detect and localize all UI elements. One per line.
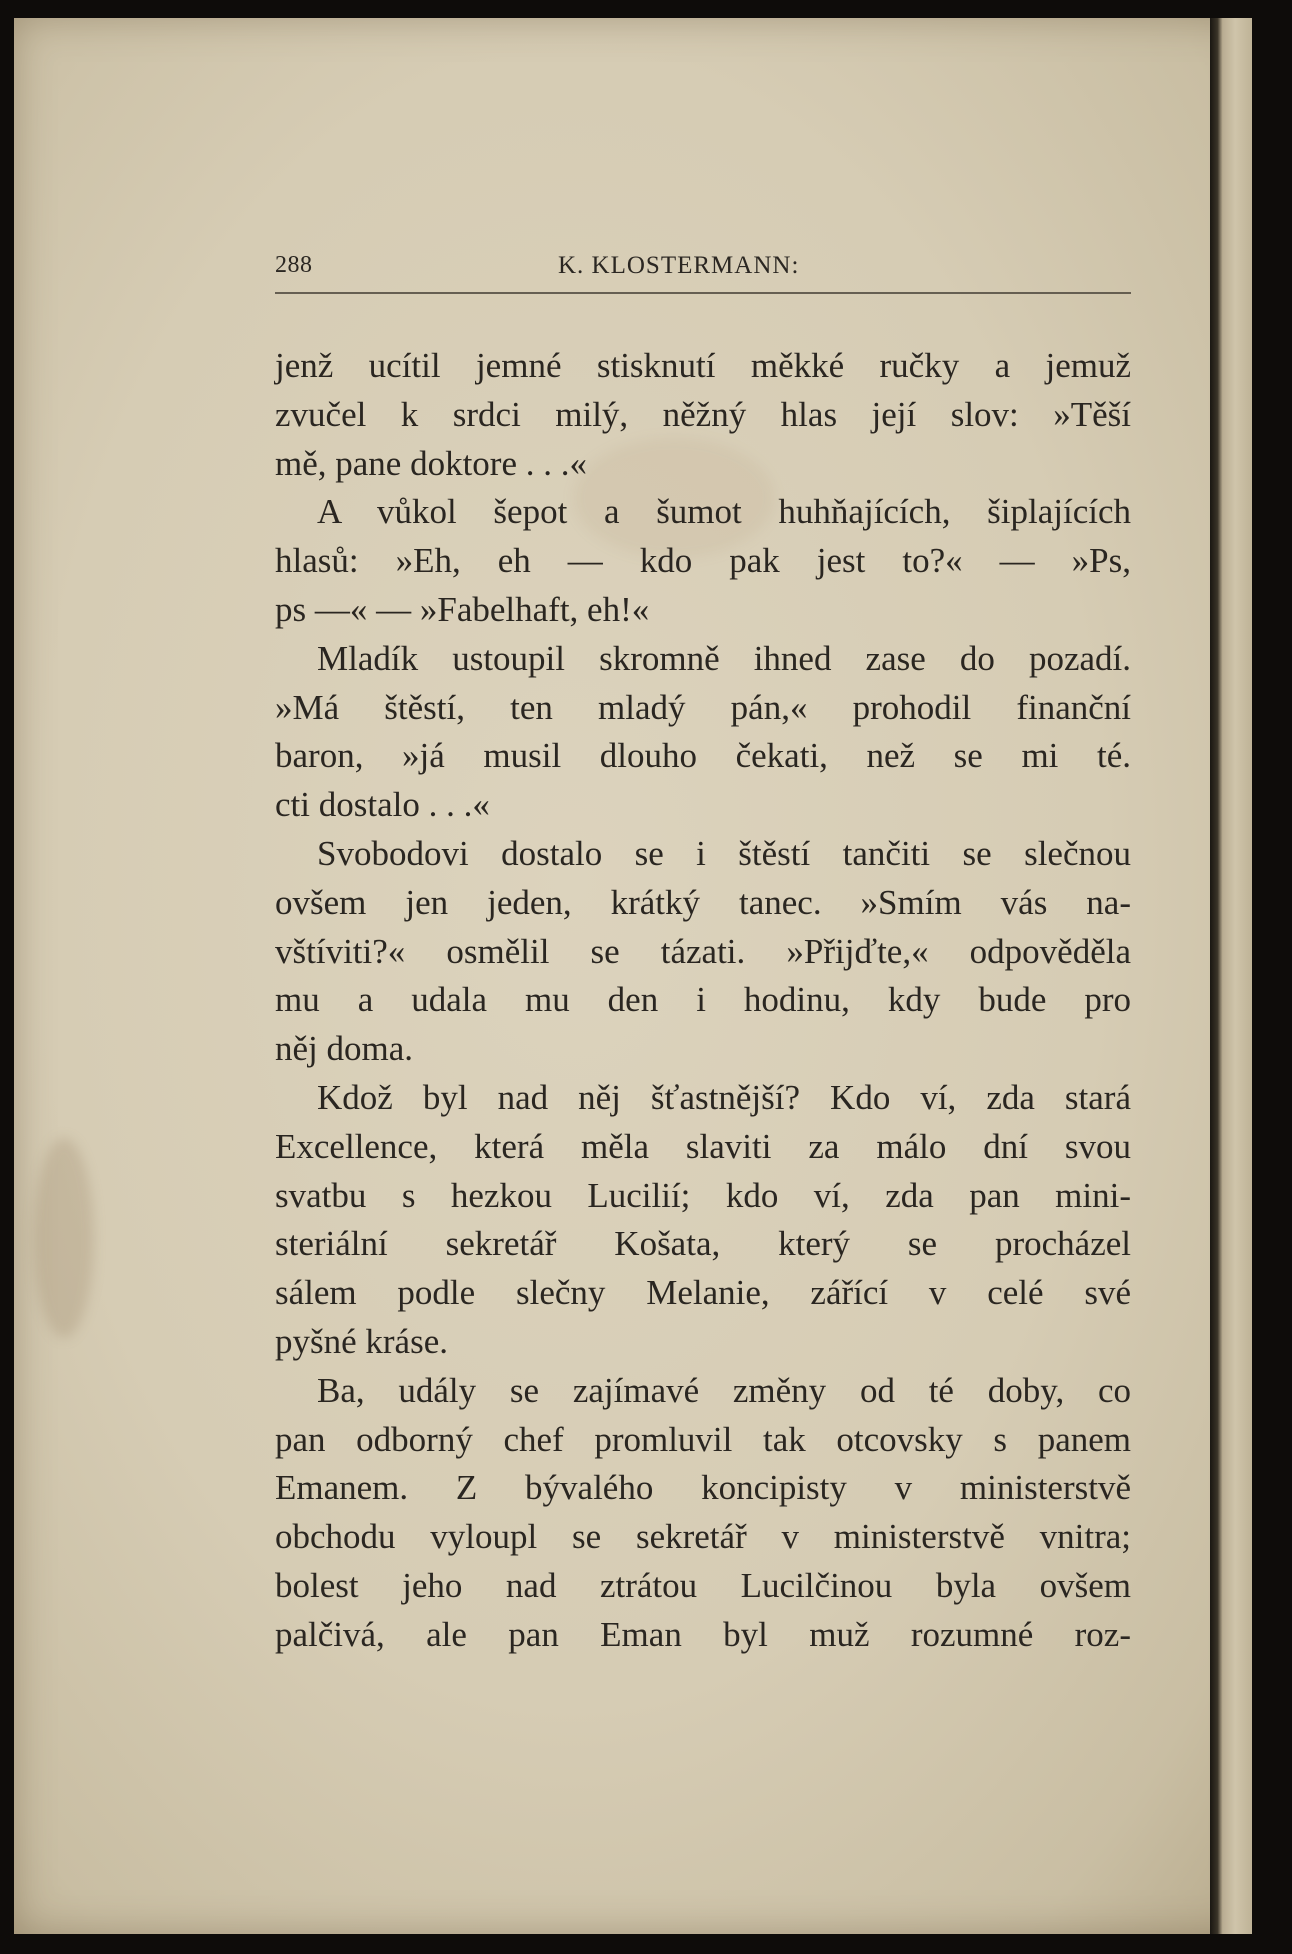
text-line: »Má štěstí, ten mladý pán,« prohodil finanční	[275, 687, 1131, 727]
page-header	[275, 252, 1131, 292]
text-line: baron, »já musil dlouho čekati, než se mi té.	[275, 736, 1131, 776]
text-line: hlasů: »Eh, eh — kdo pak jest to?« — »Ps,	[275, 541, 1131, 581]
paper-stain	[34, 1138, 94, 1338]
text-line: sálem podle slečny Melanie, zářící v celé své	[275, 1273, 1131, 1313]
text-line: Mladík ustoupil skromně ihned zase do pozadí.	[317, 638, 1131, 678]
running-head: K. KLOSTERMANN:	[558, 252, 800, 279]
text-line: ps —« — »Fabelhaft, eh!«	[275, 589, 650, 629]
text-line: Ba, udály se zajímavé změny od té doby, co	[317, 1370, 1131, 1410]
text-line: svatbu s hezkou Lucilií; kdo ví, zda pan mini-	[275, 1175, 1131, 1215]
text-line: zvučel k srdci milý, něžný hlas její slov: »Těší	[275, 394, 1131, 434]
text-line: palčivá, ale pan Eman byl muž rozumné roz-	[275, 1614, 1131, 1654]
text-line: Svobodovi dostalo se i štěstí tančiti se slečnou	[317, 833, 1131, 873]
page-spine-edge	[1210, 18, 1252, 1934]
text-line: mu a udala mu den i hodinu, kdy bude pro	[275, 980, 1131, 1020]
text-line: cti dostalo . . .«	[275, 785, 490, 825]
text-line: A vůkol šepot a šumot huhňajících, šiplajících	[317, 492, 1131, 532]
text-line: Emanem. Z bývalého koncipisty v ministerstvě	[275, 1468, 1131, 1508]
body-text	[275, 342, 1131, 1660]
text-line: Kdož byl nad něj šťastnější? Kdo ví, zda stará	[317, 1077, 1131, 1117]
text-line: vštíviti?« osmělil se tázati. »Přijďte,« odpověděla	[275, 931, 1131, 971]
text-line: jenž ucítil jemné stisknutí měkké ručky a jemuž	[275, 346, 1131, 385]
text-line: steriální sekretář Košata, který se procházel	[275, 1224, 1131, 1264]
text-line: ovšem jen jeden, krátký tanec. »Smím vás na-	[275, 882, 1131, 922]
text-line: pan odborný chef promluvil tak otcovsky s panem	[275, 1419, 1131, 1459]
text-line: něj doma.	[275, 1029, 414, 1069]
text-line: pyšné kráse.	[275, 1321, 449, 1361]
page-number: 288	[275, 252, 313, 278]
text-line: bolest jeho nad ztrátou Lucilčinou byla ovšem	[275, 1565, 1131, 1605]
text-line: mě, pane doktore . . .«	[275, 443, 587, 483]
text-line: Excellence, která měla slaviti za málo dní svou	[275, 1126, 1131, 1166]
header-rule	[275, 292, 1131, 294]
text-line: obchodu vyloupl se sekretář v ministerstvě vnitra;	[275, 1517, 1131, 1557]
